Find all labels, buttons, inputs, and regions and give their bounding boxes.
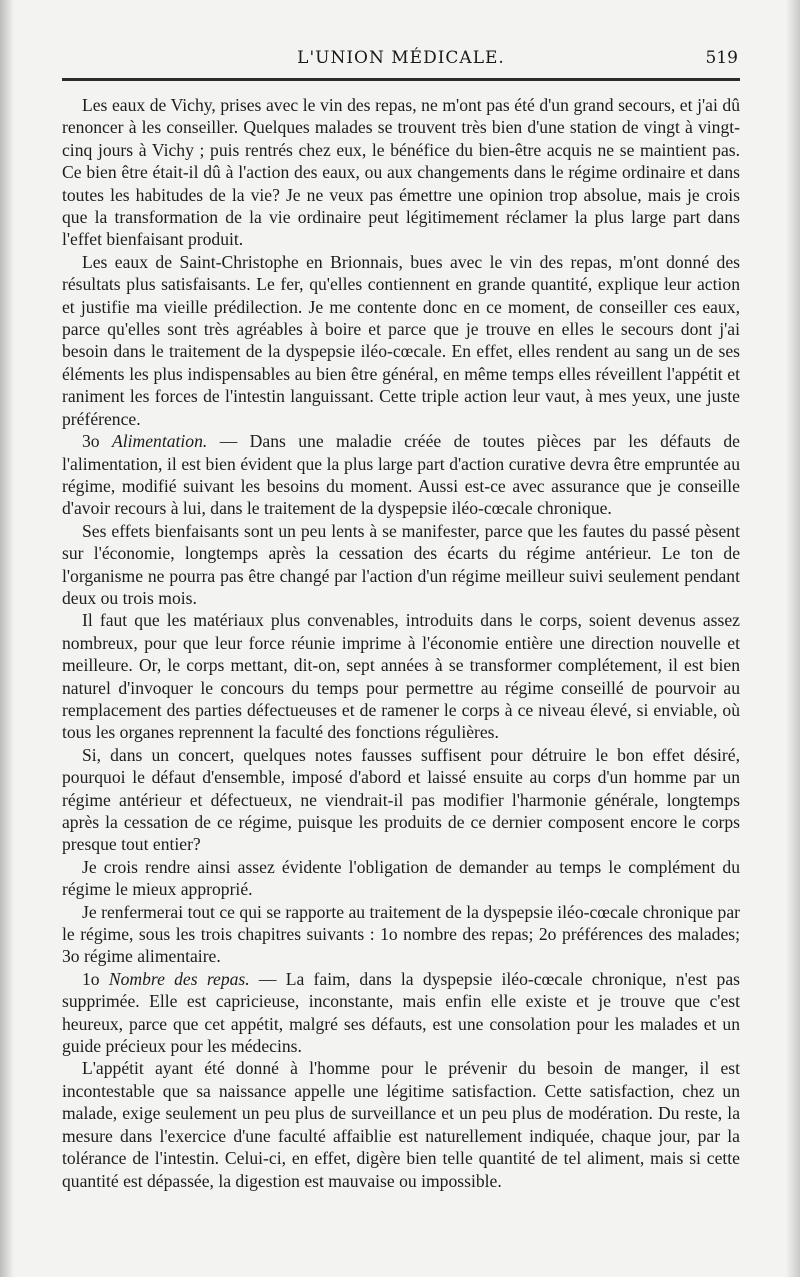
section-number: 3o (82, 431, 112, 452)
paragraph: Je renfermerai tout ce qui se rapporte au traitement de la dyspepsie iléo-cœcale chronique par le régime, sous les trois chapitres suivants : 1o nombre des repas; 2o préférences des malades; 3o régime alimentaire. (62, 901, 740, 967)
paragraph: L'appétit ayant été donné à l'homme pour le prévenir du besoin de manger, il est incontestable que sa naissance appelle une légitime satisfaction. Cette satisfaction, chez un malade, exige seulement un peu plus de surveillance et un peu plus de modération. Du reste, la mesure dans l'exercice d'une faculté affaiblie est naturellement indiquée, chaque jour, par la tolérance de l'intestin. Celui-ci, en effet, digère bien telle quantité de tel aliment, mais si cette quantité est dépassée, la digestion est mauvaise ou impossible. (62, 1058, 740, 1191)
paragraph-text: — La faim, dans la dyspepsie iléo-cœcale chronique, n'est pas supprimée. Elle est capricieuse, inconstante, mais enfin elle existe et je trouve que c'est heureux, parce que cet appétit, malgré ses défauts, est une consolation pour les malades et un guide précieux pour les médecins. (62, 968, 740, 1057)
paragraph-nombre-des-repas (62, 968, 740, 1058)
page-right-edge (786, 0, 800, 1277)
paragraph: Les eaux de Vichy, prises avec le vin des repas, ne m'ont pas été d'un grand secours, et j'ai dû renoncer à les conseiller. Quelques malades se trouvent très bien d'une station de vingt à vingt-cinq jours à Vichy ; puis rentrés chez eux, le bénéfice du bien-être acquis ne se maintient pas. Ce bien être était-il dû à l'action des eaux, ou aux changements dans le régime ordinaire et dans toutes les habitudes de la vie? Je ne veux pas émettre une opinion trop absolue, mais je crois que la transformation de la vie ordinaire peut légitimement réclamer la plus large part dans l'effet bienfaisant produit. (62, 95, 740, 250)
paragraph-alimentation (62, 430, 740, 520)
section-number: 1o (82, 968, 109, 989)
page-left-edge (0, 0, 14, 1277)
paragraph-text: — Dans une maladie créée de toutes pièces par les défauts de l'alimentation, il est bien évident que la plus large part d'action curative devra être empruntée au régime, modifié suivant les besoins du moment. Aussi est-ce avec assurance que je conseille d'avoir recours à lui, dans le traitement de la dyspepsie iléo-cœcale chronique. (62, 431, 740, 519)
paragraph: Je crois rendre ainsi assez évidente l'obligation de demander au temps le complément du régime le mieux approprié. (62, 856, 740, 900)
paragraph: Il faut que les matériaux plus convenables, introduits dans le corps, soient devenus assez nombreux, pour que leur force réunie imprime à l'économie entière une direction nouvelle et meilleure. Or, le corps mettant, dit-on, sept années à se transformer complétement, il est bien naturel d'invoquer le concours du temps pour permettre au régime conseillé de pourvoir au remplacement des parties défectueuses et de ramener le corps à ce niveau élevé, si enviable, où tous les organes reprennent la faculté des fonctions régulières. (62, 610, 740, 743)
header-rule (62, 78, 740, 81)
running-head (62, 48, 740, 76)
page-number: 519 (705, 48, 738, 68)
article-body (62, 94, 740, 1192)
paragraph: Si, dans un concert, quelques notes fausses suffisent pour détruire le bon effet désiré, pourquoi le défaut d'ensemble, imposé d'abord et laissé ensuite au corps d'un homme par un régime antérieur et défectueux, ne viendrait-il pas modifier l'harmonie générale, longtemps après la cessation de ce régime, puisque les produits de ce dernier composent encore le corps presque tout entier? (62, 744, 740, 855)
paragraph: Les eaux de Saint-Christophe en Brionnais, bues avec le vin des repas, m'ont donné des résultats plus satisfaisants. Le fer, qu'elles contiennent en grande quantité, explique leur action et justifie ma vieille prédilection. Je me contente donc en ce moment, de conseiller ces eaux, parce qu'elles sont très agréables à boire et parce que je trouve en elles le secours dont j'ai besoin dans le traitement de la dyspepsie iléo-cœcale. En effet, elles rendent au sang un de ses éléments les plus indispensables au bien être général, en même temps elles réveillent l'appétit et raniment les forces de l'intestin languissant. Cette triple action leur vaut, à mes yeux, une juste préférence. (62, 251, 740, 429)
journal-title: L'UNION MÉDICALE. (297, 48, 505, 68)
paragraph: Ses effets bienfaisants sont un peu lents à se manifester, parce que les fautes du passé pèsent sur l'économie, longtemps après la cessation des écarts du régime antérieur. Le ton de l'organisme ne pourra pas être changé par l'action d'un régime meilleur suivi seulement pendant deux ou trois mois. (62, 520, 740, 608)
section-subhead: Nombre des repas. (108, 968, 250, 989)
section-subhead: Alimentation. (112, 431, 208, 452)
